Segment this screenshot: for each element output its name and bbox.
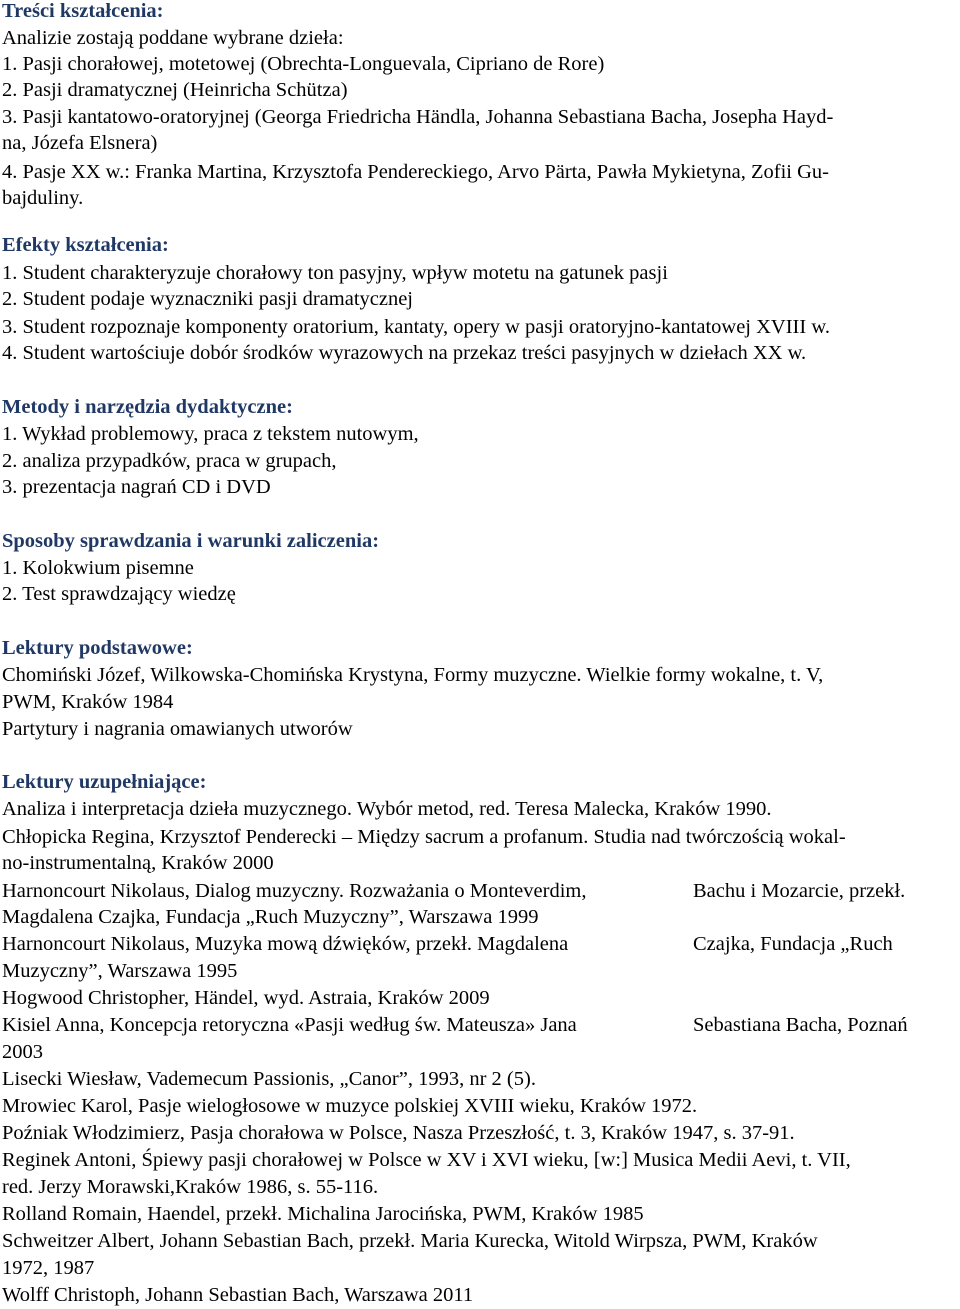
bibliography-entry: Schweitzer Albert, Johann Sebastian Bach, przekł. Maria Kurecka, Witold Wirpsza, PWM, Kraków — [2, 1230, 818, 1252]
list-item: 2. Pasji dramatycznej (Heinricha Schütza) — [2, 79, 348, 101]
bibliography-entry: Harnoncourt Nikolaus, Dialog muzyczny. Rozważania o Monteverdim, — [2, 880, 587, 902]
bibliography-entry: Kisiel Anna, Koncepcja retoryczna «Pasji według św. Mateusza» Jana — [2, 1014, 577, 1036]
bibliography-entry: Reginek Antoni, Śpiewy pasji chorałowej w Polsce w XV i XVI wieku, [w:] Musica Medii Aevi, t. VII, — [2, 1149, 851, 1171]
bibliography-entry: Hogwood Christopher, Händel, wyd. Astraia, Kraków 2009 — [2, 987, 490, 1009]
list-item: 1. Wykład problemowy, praca z tekstem nutowym, — [2, 423, 419, 445]
list-item: 1. Pasji chorałowej, motetowej (Obrechta-Longuevala, Cipriano de Rore) — [2, 53, 605, 75]
list-item: 4. Student wartościuje dobór środków wyrazowych na przekaz treści pasyjnych w dziełach XX w. — [2, 342, 807, 364]
bibliography-entry: Chomiński Józef, Wilkowska-Chomińska Krystyna, Formy muzyczne. Wielkie formy wokalne, t. V, — [2, 664, 824, 686]
heading-tresci-ksztalcenia: Treści kształcenia: — [2, 0, 164, 22]
bibliography-entry: Mrowiec Karol, Pasje wielogłosowe w muzyce polskiej XVIII wieku, Kraków 1972. — [2, 1095, 698, 1117]
bibliography-entry: Wolff Christoph, Johann Sebastian Bach, Warszawa 2011 — [2, 1284, 474, 1306]
bibliography-entry: Harnoncourt Nikolaus, Muzyka mową dźwięków, przekł. Magdalena — [2, 933, 569, 955]
text-line: bajduliny. — [2, 187, 84, 209]
bibliography-entry: Analiza i interpretacja dzieła muzycznego. Wybór metod, red. Teresa Malecka, Kraków 1990. — [2, 798, 772, 820]
bibliography-entry: Magdalena Czajka, Fundacja „Ruch Muzyczny”, Warszawa 1999 — [2, 906, 539, 928]
bibliography-entry-continuation: Bachu i Mozarcie, przekł. — [693, 880, 906, 902]
heading-lektury-uzupelniajace: Lektury uzupełniające: — [2, 771, 207, 793]
heading-efekty-ksztalcenia: Efekty kształcenia: — [2, 234, 169, 256]
heading-metody-narzedzia: Metody i narzędzia dydaktyczne: — [2, 396, 293, 418]
list-item: 2. Test sprawdzający wiedzę — [2, 583, 236, 605]
bibliography-entry: Poźniak Włodzimierz, Pasja chorałowa w Polsce, Nasza Przeszłość, t. 3, Kraków 1947, s. 37-91. — [2, 1122, 795, 1144]
list-item: 3. Pasji kantatowo-oratoryjnej (Georga Friedricha Händla, Johanna Sebastiana Bacha, Josepha Hayd- — [2, 106, 834, 128]
bibliography-entry: 1972, 1987 — [2, 1257, 95, 1279]
bibliography-entry: Partytury i nagrania omawianych utworów — [2, 718, 353, 740]
bibliography-entry: 2003 — [2, 1041, 43, 1063]
bibliography-entry: Muzyczny”, Warszawa 1995 — [2, 960, 238, 982]
list-item: 3. Student rozpoznaje komponenty oratorium, kantaty, opery w pasji oratoryjno-kantatowej XVIII w. — [2, 316, 830, 338]
list-item: 1. Student charakteryzuje chorałowy ton pasyjny, wpływ motetu na gatunek pasji — [2, 262, 668, 284]
heading-sposoby-sprawdzania: Sposoby sprawdzania i warunki zaliczenia: — [2, 530, 380, 552]
bibliography-entry: Chłopicka Regina, Krzysztof Penderecki – Między sacrum a profanum. Studia nad twórczością wokal- — [2, 826, 846, 848]
text-line: na, Józefa Elsnera) — [2, 132, 158, 154]
list-item: 2. Student podaje wyznaczniki pasji dramatycznej — [2, 288, 414, 310]
bibliography-entry: Rolland Romain, Haendel, przekł. Michalina Jarocińska, PWM, Kraków 1985 — [2, 1203, 644, 1225]
list-item: 1. Kolokwium pisemne — [2, 557, 194, 579]
list-item: 4. Pasje XX w.: Franka Martina, Krzysztofa Pendereckiego, Arvo Pärta, Pawła Mykietyna, Zofii Gu- — [2, 161, 829, 183]
heading-lektury-podstawowe: Lektury podstawowe: — [2, 637, 193, 659]
list-item: 3. prezentacja nagrań CD i DVD — [2, 476, 271, 498]
bibliography-entry: no-instrumentalną, Kraków 2000 — [2, 852, 274, 874]
bibliography-entry: PWM, Kraków 1984 — [2, 691, 174, 713]
text-line: Analizie zostają poddane wybrane dzieła: — [2, 27, 344, 49]
bibliography-entry: red. Jerzy Morawski,Kraków 1986, s. 55-116. — [2, 1176, 379, 1198]
list-item: 2. analiza przypadków, praca w grupach, — [2, 450, 337, 472]
bibliography-entry: Lisecki Wiesław, Vademecum Passionis, „Canor”, 1993, nr 2 (5). — [2, 1068, 536, 1090]
bibliography-entry-continuation: Sebastiana Bacha, Poznań — [693, 1014, 908, 1036]
bibliography-entry-continuation: Czajka, Fundacja „Ruch — [693, 933, 893, 955]
